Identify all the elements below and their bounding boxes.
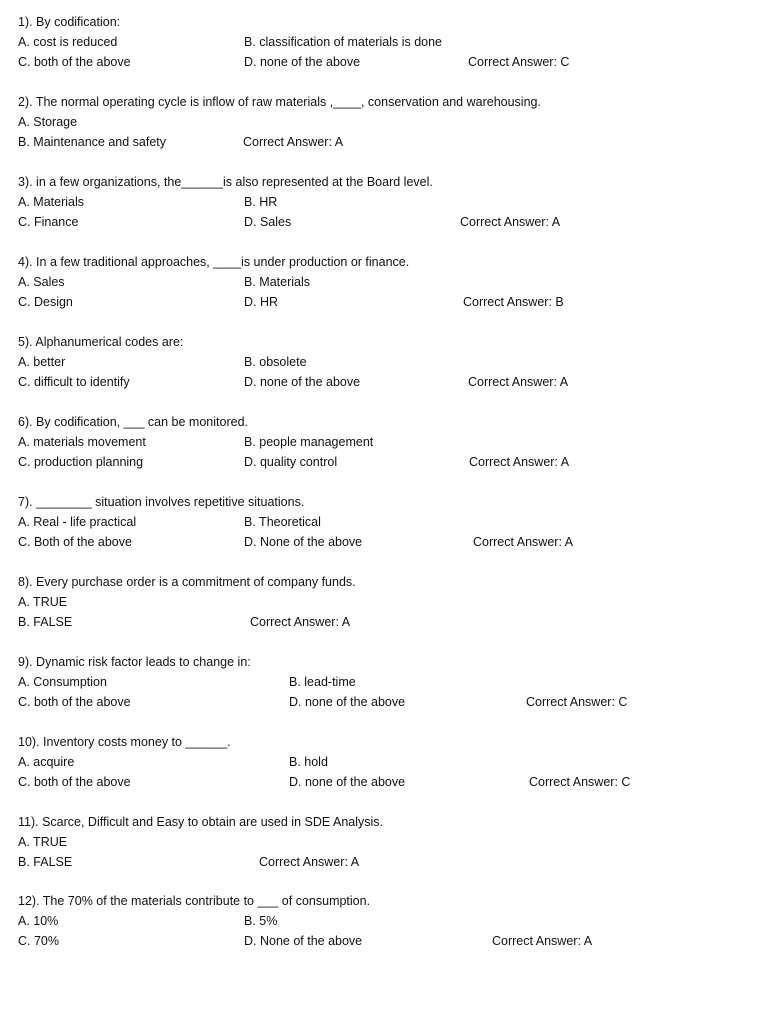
question-block: [18, 812, 758, 872]
option-row: [18, 832, 758, 852]
question-block: [18, 732, 758, 792]
question-block: [18, 172, 758, 232]
correct-answer: Correct Answer: C: [529, 775, 631, 789]
option-d: D. HR: [244, 295, 279, 309]
option-a: A. TRUE: [18, 835, 68, 849]
option-row: [18, 931, 758, 951]
option-d: D. Sales: [244, 215, 292, 229]
option-row: [18, 52, 758, 72]
option-d: D. quality control: [244, 455, 338, 469]
question-block: [18, 891, 758, 951]
option-row: [18, 192, 758, 212]
correct-answer: Correct Answer: A: [473, 535, 574, 549]
option-a: A. Materials: [18, 195, 84, 209]
option-c: C. production planning: [18, 455, 144, 469]
option-row: [18, 372, 758, 392]
question-block: [18, 92, 758, 152]
option-row: [18, 132, 758, 152]
option-row: [18, 452, 758, 472]
option-row: [18, 911, 758, 931]
question-stem: 12). The 70% of the materials contribute to ___ of consumption.: [18, 894, 371, 908]
question-stem: 8). Every purchase order is a commitment of company funds.: [18, 575, 356, 589]
option-a: A. Sales: [18, 275, 65, 289]
option-row: [18, 592, 758, 612]
question-stem: 3). in a few organizations, the______is also represented at the Board level.: [18, 175, 433, 189]
option-c: C. difficult to identify: [18, 375, 130, 389]
option-b: B. people management: [244, 435, 374, 449]
option-a: A. Storage: [18, 115, 78, 129]
option-row: [18, 432, 758, 452]
question-stem: 4). In a few traditional approaches, ____is under production or finance.: [18, 255, 410, 269]
option-a: A. Real - life practical: [18, 515, 137, 529]
option-a: A. 10%: [18, 914, 59, 928]
option-b: B. obsolete: [244, 355, 307, 369]
question-stem: 9). Dynamic risk factor leads to change in:: [18, 655, 251, 669]
question-stem: 1). By codification:: [18, 15, 121, 29]
option-c: C. both of the above: [18, 55, 131, 69]
correct-answer: Correct Answer: A: [468, 375, 569, 389]
correct-answer: Correct Answer: C: [526, 695, 628, 709]
option-row: [18, 532, 758, 552]
option-c: C. Design: [18, 295, 73, 309]
option-c: C. both of the above: [18, 695, 131, 709]
option-b: B. FALSE: [18, 615, 73, 629]
correct-answer: Correct Answer: C: [468, 55, 570, 69]
option-b: B. Maintenance and safety: [18, 135, 167, 149]
option-row: [18, 352, 758, 372]
option-b: B. classification of materials is done: [244, 35, 443, 49]
option-a: A. materials movement: [18, 435, 146, 449]
option-d: D. none of the above: [244, 375, 361, 389]
correct-answer: Correct Answer: B: [463, 295, 564, 309]
option-b: B. 5%: [244, 914, 278, 928]
question-block: [18, 252, 758, 312]
question-stem: 10). Inventory costs money to ______.: [18, 735, 231, 749]
option-a: A. better: [18, 355, 66, 369]
question-block: [18, 12, 758, 72]
question-stem: 2). The normal operating cycle is inflow of raw materials ,____, conservation and warehousing.: [18, 95, 541, 109]
option-row: [18, 672, 758, 692]
option-d: D. None of the above: [244, 934, 363, 948]
correct-answer: Correct Answer: A: [469, 455, 570, 469]
option-row: [18, 212, 758, 232]
option-a: A. cost is reduced: [18, 35, 118, 49]
option-row: [18, 612, 758, 632]
option-row: [18, 512, 758, 532]
question-block: [18, 652, 758, 712]
option-d: D. none of the above: [289, 775, 406, 789]
question-block: [18, 572, 758, 632]
option-d: D. none of the above: [289, 695, 406, 709]
option-a: A. acquire: [18, 755, 75, 769]
option-row: [18, 692, 758, 712]
correct-answer: Correct Answer: A: [250, 615, 351, 629]
option-c: C. 70%: [18, 934, 59, 948]
correct-answer: Correct Answer: A: [460, 215, 561, 229]
question-stem: 6). By codification, ___ can be monitored.: [18, 415, 248, 429]
option-row: [18, 752, 758, 772]
option-b: B. Materials: [244, 275, 310, 289]
option-c: C. both of the above: [18, 775, 131, 789]
option-row: [18, 852, 758, 872]
question-block: [18, 332, 758, 392]
option-d: D. None of the above: [244, 535, 363, 549]
option-c: C. Both of the above: [18, 535, 132, 549]
correct-answer: Correct Answer: A: [243, 135, 344, 149]
option-a: A. Consumption: [18, 675, 107, 689]
option-a: A. TRUE: [18, 595, 68, 609]
option-b: B. lead-time: [289, 675, 356, 689]
option-row: [18, 772, 758, 792]
option-row: [18, 272, 758, 292]
question-stem: 7). ________ situation involves repetitive situations.: [18, 495, 305, 509]
option-row: [18, 32, 758, 52]
option-c: C. Finance: [18, 215, 79, 229]
question-stem: 11). Scarce, Difficult and Easy to obtain are used in SDE Analysis.: [18, 815, 384, 829]
option-row: [18, 292, 758, 312]
correct-answer: Correct Answer: A: [259, 855, 360, 869]
option-b: B. FALSE: [18, 855, 73, 869]
question-block: [18, 412, 758, 472]
option-d: D. none of the above: [244, 55, 361, 69]
option-b: B. Theoretical: [244, 515, 321, 529]
option-row: [18, 112, 758, 132]
option-b: B. HR: [244, 195, 278, 209]
question-block: [18, 492, 758, 552]
option-b: B. hold: [289, 755, 328, 769]
correct-answer: Correct Answer: A: [492, 934, 593, 948]
question-stem: 5). Alphanumerical codes are:: [18, 335, 184, 349]
